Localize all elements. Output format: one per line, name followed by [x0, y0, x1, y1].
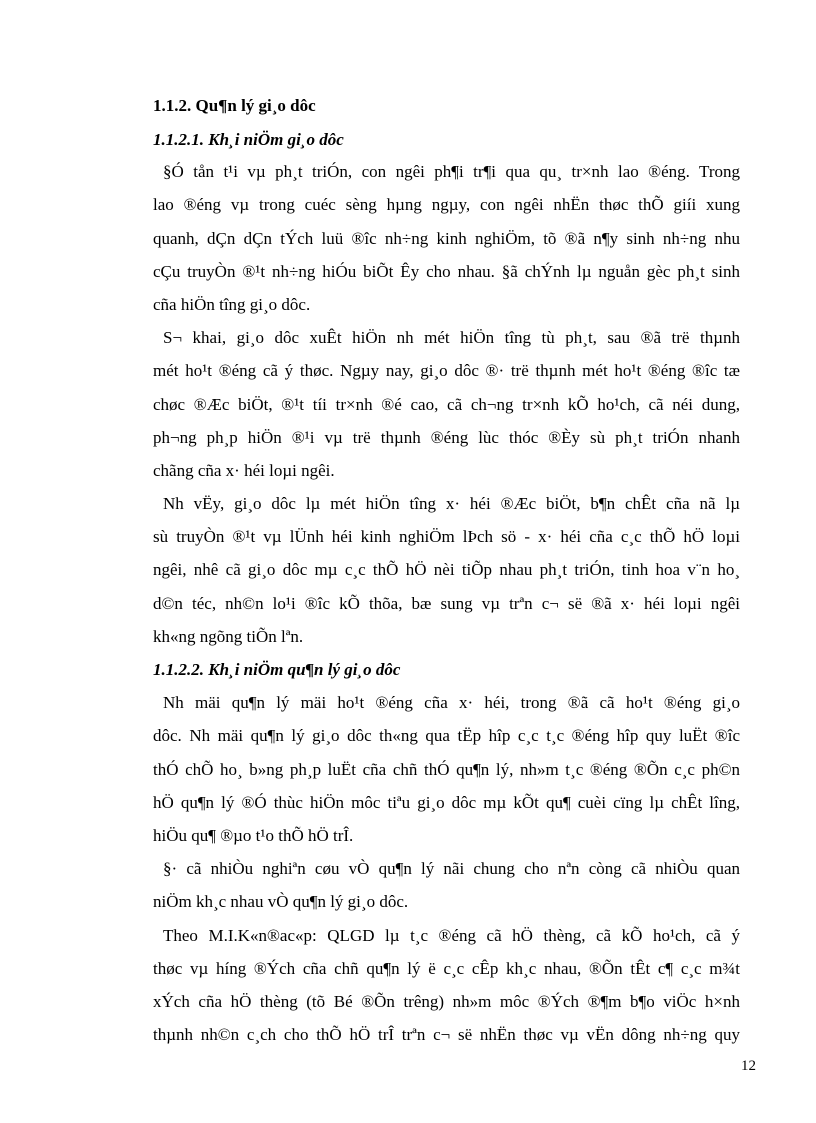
subheading-concept-education-management: 1.1.2.2. Kh¸i niÖm qu¶n lý gi¸o dôc: [153, 660, 401, 679]
paragraph-6-line-3: xÝch cña hÖ thèng (tõ Bé ®Õn trêng) nh»m môc ®Ých ®¶m b¶o viÖc h×nh: [153, 992, 740, 1011]
paragraph-1-line-2: lao ®éng vµ trong cuéc sèng hµng ngµy, con ngêi nhËn thøc thÕ giíi xung: [153, 195, 740, 214]
paragraph-6-line-4: thµnh nh©n c¸ch cho thÕ hÖ trÎ trªn c¬ së nhËn thøc vµ vËn dông nh÷ng quy: [153, 1025, 740, 1044]
paragraph-2-line-5: chãng cña x· héi loµi ngêi.: [153, 461, 335, 480]
paragraph-2-line-2: mét ho¹t ®éng cã ý thøc. Ngµy nay, gi¸o dôc ®· trë thµnh mét ho¹t ®éng ®îc tæ: [153, 361, 740, 380]
paragraph-1-line-5: cña hiÖn tîng gi¸o dôc.: [153, 295, 311, 314]
page-number: 12: [741, 1058, 756, 1074]
paragraph-2-line-3: chøc ®Æc biÖt, ®¹t tíi tr×nh ®é cao, cã ch¬ng tr×nh kÕ ho¹ch, cã néi dung,: [153, 395, 740, 414]
subheading-concept-education: 1.1.2.1. Kh¸i niÖm gi¸o dôc: [153, 130, 344, 149]
paragraph-4-line-5: hiÖu qu¶ ®µo t¹o thÕ hÖ trÎ.: [153, 826, 354, 845]
section-heading: 1.1.2. Qu¶n lý gi¸o dôc: [153, 96, 316, 115]
paragraph-4-line-4: hÖ qu¶n lý ®Ó thùc hiÖn môc tiªu gi¸o dôc mµ kÕt qu¶ cuèi cïng lµ chÊt lîng,: [153, 793, 740, 812]
paragraph-5-line-1: §· cã nhiÒu nghiªn cøu vÒ qu¶n lý nãi chung cho nªn còng cã nhiÒu quan: [163, 859, 740, 878]
paragraph-1-line-3: quanh, dÇn dÇn tÝch luü ®îc nh÷ng kinh nghiÖm, tõ ®ã n¶y sinh nh÷ng nhu: [153, 229, 740, 248]
paragraph-4-line-1: Nh mäi qu¶n lý mäi ho¹t ®éng cña x· héi, trong ®ã cã ho¹t ®éng gi¸o: [163, 693, 740, 712]
paragraph-1-line-1: §Ó tån t¹i vµ ph¸t triÓn, con ngêi ph¶i tr¶i qua qu¸ tr×nh lao ®éng. Trong: [163, 162, 740, 181]
paragraph-4-line-2: dôc. Nh mäi qu¶n lý gi¸o dôc th«ng qua tËp hîp c¸c t¸c ®éng hîp quy luËt ®îc: [153, 726, 740, 745]
paragraph-6-line-1: Theo M.I.K«n®ac«p: QLGD lµ t¸c ®éng cã hÖ thèng, cã kÕ ho¹ch, cã ý: [163, 926, 740, 945]
paragraph-3-line-1: Nh vËy, gi¸o dôc lµ mét hiÖn tîng x· héi ®Æc biÖt, b¶n chÊt cña nã lµ: [163, 494, 740, 513]
paragraph-3-line-2: sù truyÒn ®¹t vµ lÜnh héi kinh nghiÖm lÞch sö - x· héi cña c¸c thÕ hÖ loµi: [153, 527, 740, 546]
paragraph-4-line-3: thÓ chÕ ho¸ b»ng ph¸p luËt cña chñ thÓ qu¶n lý, nh»m t¸c ®éng ®Õn c¸c ph©n: [153, 760, 740, 779]
paragraph-1-line-4: cÇu truyÒn ®¹t nh÷ng hiÓu biÕt Êy cho nhau. §ã chÝnh lµ nguån gèc ph¸t sinh: [153, 262, 740, 281]
paragraph-6-line-2: thøc vµ híng ®Ých cña chñ qu¶n lý ë c¸c cÊp kh¸c nhau, ®Õn tÊt c¶ c¸c m¾t: [153, 959, 740, 978]
paragraph-2-line-4: ph¬ng ph¸p hiÖn ®¹i vµ trë thµnh ®éng lùc thóc ®Èy sù ph¸t triÓn nhanh: [153, 428, 740, 447]
paragraph-3-line-4: d©n téc, nh©n lo¹i ®îc kÕ thõa, bæ sung vµ trªn c¬ së ®ã x· héi loµi ngêi: [153, 594, 740, 613]
paragraph-3-line-3: ngêi, nhê cã gi¸o dôc mµ c¸c thÕ hÖ nèi tiÕp nhau ph¸t triÓn, tinh hoa v¨n ho¸: [153, 560, 740, 579]
paragraph-3-line-5: kh«ng ngõng tiÕn lªn.: [153, 627, 304, 646]
paragraph-5-line-2: niÖm kh¸c nhau vÒ qu¶n lý gi¸o dôc.: [153, 892, 409, 911]
paragraph-2-line-1: S¬ khai, gi¸o dôc xuÊt hiÖn nh mét hiÖn tîng tù ph¸t, sau ®ã trë thµnh: [163, 328, 740, 347]
